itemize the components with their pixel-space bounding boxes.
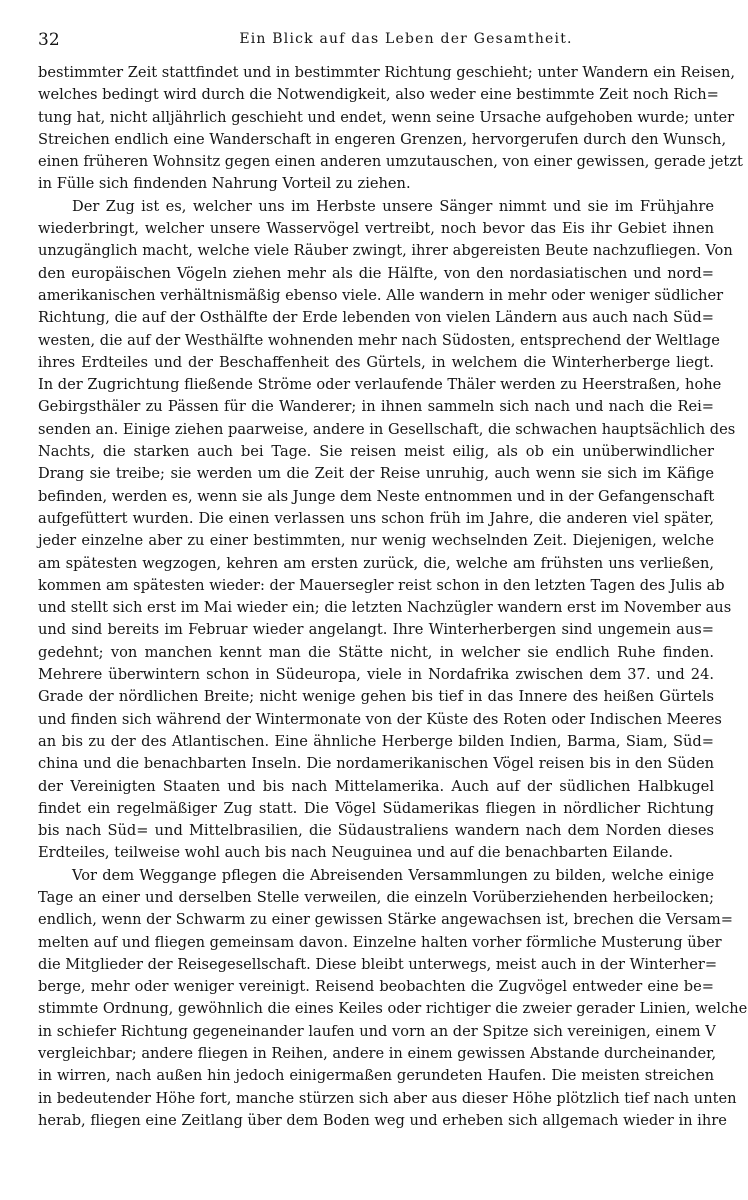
text-line: amerikanischen verhältnismäßig ebenso viele. Alle wandern in mehr oder weniger südlicher bbox=[38, 286, 724, 304]
text-line: Erdteiles, teilweise wohl auch bis nach Neuguinea und auf die benachbarten Eilande. bbox=[38, 844, 674, 862]
text-line: und stellt sich erst im Mai wieder ein; die letzten Nachzügler wandern erst im November aus bbox=[38, 599, 732, 617]
text-line: melten auf und fliegen gemeinsam davon. Einzelne halten vorher förmliche Musterung über bbox=[38, 933, 722, 951]
text-line: welches bedingt wird durch die Notwendigkeit, also weder eine bestimmte Zeit noch Rich= bbox=[38, 86, 719, 104]
text-line: senden an. Einige ziehen paarweise, andere in Gesellschaft, die schwachen hauptsächlich des bbox=[38, 420, 736, 438]
text-line: an bis zu der des Atlantischen. Eine ähnliche Herberge bilden Indien, Barma, Siam, Süd= bbox=[38, 732, 714, 750]
text-line: den europäischen Vögeln ziehen mehr als die Hälfte, von den nordasiatischen und nord= bbox=[38, 264, 714, 282]
text-line: unzugänglich macht, welche viele Räuber zwingt, ihrer abgereisten Beute nachzufliegen. Von bbox=[38, 242, 733, 260]
text-line: bestimmter Zeit stattfindet und in bestimmter Richtung geschieht; unter Wandern ein Reisen, bbox=[38, 64, 735, 81]
text-line: Tage an einer und derselben Stelle verweilen, die einzeln Vorüberziehenden herbeilocken; bbox=[38, 888, 714, 906]
text-line: Grade der nördlichen Breite; nicht wenige gehen bis tief in das Innere des heißen Gürtels bbox=[38, 688, 714, 706]
paragraph bbox=[38, 865, 748, 1133]
body-text bbox=[38, 62, 748, 1132]
text-line: in Fülle sich findenden Nahrung Vorteil zu ziehen. bbox=[38, 175, 411, 193]
text-line: Drang sie treibe; sie werden um die Zeit der Reise unruhig, auch wenn sie sich im Käfige bbox=[38, 465, 714, 483]
paragraph bbox=[38, 196, 736, 865]
text-line: in wirren, nach außen hin jedoch einigermaßen gerundeten Haufen. Die meisten streichen bbox=[38, 1067, 714, 1085]
text-line: kommen am spätesten wieder: der Mauersegler reist schon in den letzten Tagen des Julis ab bbox=[38, 576, 725, 594]
text-line: in schiefer Richtung gegeneinander laufen und vorn an der Spitze sich vereinigen, einem V bbox=[38, 1022, 716, 1040]
page-number: 32 bbox=[38, 30, 60, 50]
text-line: stimmte Ordnung, gewöhnlich die eines Keiles oder richtiger die zweier gerader Linien, welche bbox=[38, 1000, 748, 1018]
text-line: Der Zug ist es, welcher uns im Herbste unsere Sänger nimmt und sie im Frühjahre bbox=[72, 197, 714, 215]
running-header bbox=[38, 30, 714, 56]
text-line: aufgefüttert wurden. Die einen verlassen uns schon früh im Jahre, die anderen viel später, bbox=[38, 509, 714, 527]
text-line: findet ein regelmäßiger Zug statt. Die Vögel Südamerikas fliegen in nördlicher Richtung bbox=[38, 799, 714, 817]
text-line: wiederbringt, welcher unsere Wasservögel vertreibt, noch bevor das Eis ihr Gebiet ihnen bbox=[38, 220, 714, 238]
text-line: Richtung, die auf der Osthälfte der Erde lebenden von vielen Ländern aus auch nach Süd= bbox=[38, 309, 714, 327]
text-line: herab, fliegen eine Zeitlang über dem Boden weg und erheben sich allgemach wieder in ihre bbox=[38, 1111, 727, 1129]
text-line: einen früheren Wohnsitz gegen einen anderen umzutauschen, von einer gewissen, gerade jetzt bbox=[38, 153, 743, 171]
text-line: Nachts, die starken auch bei Tage. Sie reisen meist eilig, als ob ein unüberwindlicher bbox=[38, 443, 714, 461]
text-line: In der Zugrichtung fließende Ströme oder verlaufende Thäler werden zu Heerstraßen, hohe bbox=[38, 376, 722, 394]
text-line: und finden sich während der Wintermonate von der Küste des Roten oder Indischen Meeres bbox=[38, 710, 722, 728]
text-line: berge, mehr oder weniger vereinigt. Reisend beobachten die Zugvögel entweder eine be= bbox=[38, 978, 714, 996]
text-line: china und die benachbarten Inseln. Die nordamerikanischen Vögel reisen bis in den Süden bbox=[38, 755, 714, 773]
text-line: Vor dem Weggange pflegen die Abreisenden Versammlungen zu bilden, welche einige bbox=[72, 866, 714, 884]
text-line: die Mitglieder der Reisegesellschaft. Diese bleibt unterwegs, meist auch in der Winterher= bbox=[38, 955, 718, 973]
text-line: tung hat, nicht alljährlich geschieht und endet, wenn seine Ursache aufgehoben wurde; unter bbox=[38, 108, 735, 126]
text-line: bis nach Süd= und Mittelbrasilien, die Südaustraliens wandern nach dem Norden dieses bbox=[38, 822, 714, 840]
text-line: jeder einzelne aber zu einer bestimmten, nur wenig wechselnden Zeit. Diejenigen, welche bbox=[38, 532, 714, 550]
text-line: vergleichbar; andere fliegen in Reihen, andere in einem gewissen Abstande durcheinander, bbox=[38, 1045, 717, 1063]
text-line: und sind bereits im Februar wieder angelangt. Ihre Winterherbergen sind ungemein aus= bbox=[38, 621, 714, 639]
text-line: am spätesten wegzogen, kehren am ersten zurück, die, welche am frühsten uns verließen, bbox=[38, 554, 714, 572]
text-line: der Vereinigten Staaten und bis nach Mittelamerika. Auch auf der südlichen Halbkugel bbox=[38, 777, 714, 795]
text-line: Gebirgsthäler zu Pässen für die Wanderer; in ihnen sammeln sich nach und nach die Rei= bbox=[38, 398, 714, 416]
text-line: in bedeutender Höhe fort, manche stürzen sich aber aus dieser Höhe plötzlich tief nach unten bbox=[38, 1089, 737, 1107]
text-line: Mehrere überwintern schon in Südeuropa, viele in Nordafrika zwischen dem 37. und 24. bbox=[38, 666, 714, 684]
text-line: Streichen endlich eine Wanderschaft in engeren Grenzen, hervorgerufen durch den Wunsch, bbox=[38, 130, 727, 148]
running-title: Ein Blick auf das Leben der Gesamtheit. bbox=[239, 31, 573, 47]
text-line: gedehnt; von manchen kennt man die Stätte nicht, in welcher sie endlich Ruhe finden. bbox=[38, 643, 714, 661]
text-line: befinden, werden es, wenn sie als Junge dem Neste entnommen und in der Gefangenschaft bbox=[38, 487, 715, 505]
text-line: ihres Erdteiles und der Beschaffenheit des Gürtels, in welchem die Winterherberge liegt. bbox=[38, 353, 714, 371]
paragraph bbox=[38, 62, 743, 196]
text-line: westen, die auf der Westhälfte wohnenden mehr nach Südosten, entsprechend der Weltlage bbox=[38, 331, 720, 349]
text-line: endlich, wenn der Schwarm zu einer gewissen Stärke angewachsen ist, brechen die Versam= bbox=[38, 911, 733, 929]
